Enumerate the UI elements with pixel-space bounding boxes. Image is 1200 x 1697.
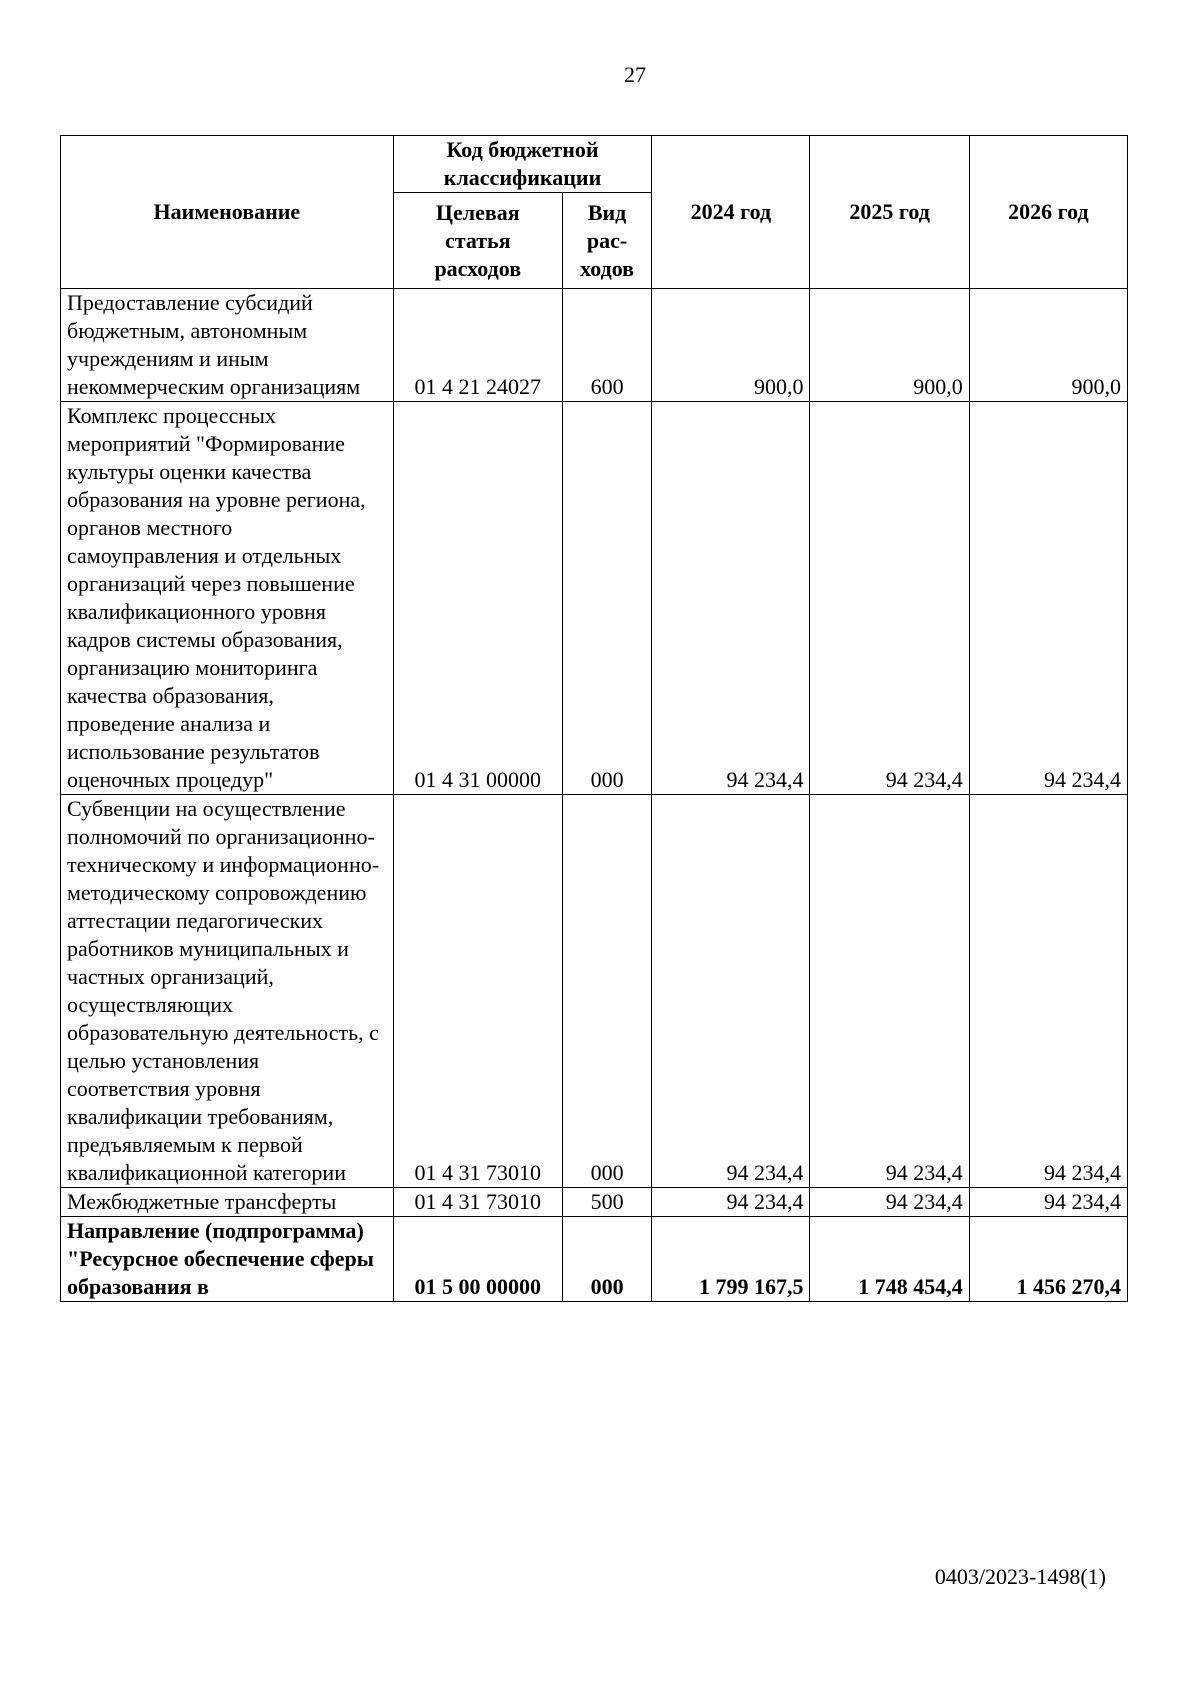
row-value-2025: 1 748 454,4 — [810, 1217, 969, 1302]
row-value-2026: 94 234,4 — [969, 795, 1127, 1188]
row-value-2024: 94 234,4 — [652, 1188, 810, 1217]
budget-table — [60, 135, 1128, 1302]
row-expense-type: 000 — [562, 795, 651, 1188]
row-value-2024: 94 234,4 — [652, 402, 810, 795]
table-row — [61, 1217, 1128, 1302]
row-value-2024: 94 234,4 — [652, 795, 810, 1188]
row-expense-type: 000 — [562, 402, 651, 795]
header-2026: 2026 год — [969, 136, 1127, 289]
row-value-2024: 900,0 — [652, 289, 810, 402]
row-value-2026: 94 234,4 — [969, 402, 1127, 795]
table-row — [61, 1188, 1128, 1217]
table-row — [61, 795, 1128, 1188]
header-budget-classification: Код бюджетной классификации — [393, 136, 652, 193]
row-value-2025: 94 234,4 — [810, 795, 969, 1188]
row-target-item: 01 4 21 24027 — [393, 289, 562, 402]
row-value-2026: 900,0 — [969, 289, 1127, 402]
row-value-2024: 1 799 167,5 — [652, 1217, 810, 1302]
table-row — [61, 289, 1128, 402]
document-registration-code: 0403/2023-1498(1) — [934, 1564, 1106, 1589]
row-target-item: 01 4 31 73010 — [393, 795, 562, 1188]
header-2025: 2025 год — [810, 136, 969, 289]
row-name: Субвенции на осуществление полномочий по организационно-техническому и информационно-методическому сопровождению аттестации педагогических работников муниципальных и частных организаций, осуществляющих образовательную деятельность, с целью установления соответствия уровня квалификации требованиям, предъявляемым к первой квалификационной категории — [61, 795, 394, 1188]
header-expense-type: Вид рас- ходов — [562, 193, 651, 289]
row-name: Комплекс процессных мероприятий "Формирование культуры оценки качества образования на уровне региона, органов местного самоуправления и отдельных организаций через повышение квалификационного уровня кадров системы образования, организацию мониторинга качества образования, проведение анализа и использование результатов оценочных процедур" — [61, 402, 394, 795]
row-expense-type: 500 — [562, 1188, 651, 1217]
header-2024: 2024 год — [652, 136, 810, 289]
row-name: Направление (подпрограмма) "Ресурсное обеспечение сферы образования в — [61, 1217, 394, 1302]
row-expense-type: 000 — [562, 1217, 651, 1302]
header-name: Наименование — [61, 136, 394, 289]
row-value-2025: 94 234,4 — [810, 1188, 969, 1217]
row-value-2025: 94 234,4 — [810, 402, 969, 795]
row-target-item: 01 5 00 00000 — [393, 1217, 562, 1302]
page-number: 27 — [624, 62, 646, 87]
row-value-2026: 1 456 270,4 — [969, 1217, 1127, 1302]
row-name: Межбюджетные трансферты — [61, 1188, 394, 1217]
row-target-item: 01 4 31 73010 — [393, 1188, 562, 1217]
row-value-2026: 94 234,4 — [969, 1188, 1127, 1217]
row-expense-type: 600 — [562, 289, 651, 402]
row-name: Предоставление субсидий бюджетным, автономным учреждениям и иным некоммерческим организациям — [61, 289, 394, 402]
row-value-2025: 900,0 — [810, 289, 969, 402]
header-target-item: Целевая статья расходов — [393, 193, 562, 289]
table-row — [61, 402, 1128, 795]
row-target-item: 01 4 31 00000 — [393, 402, 562, 795]
